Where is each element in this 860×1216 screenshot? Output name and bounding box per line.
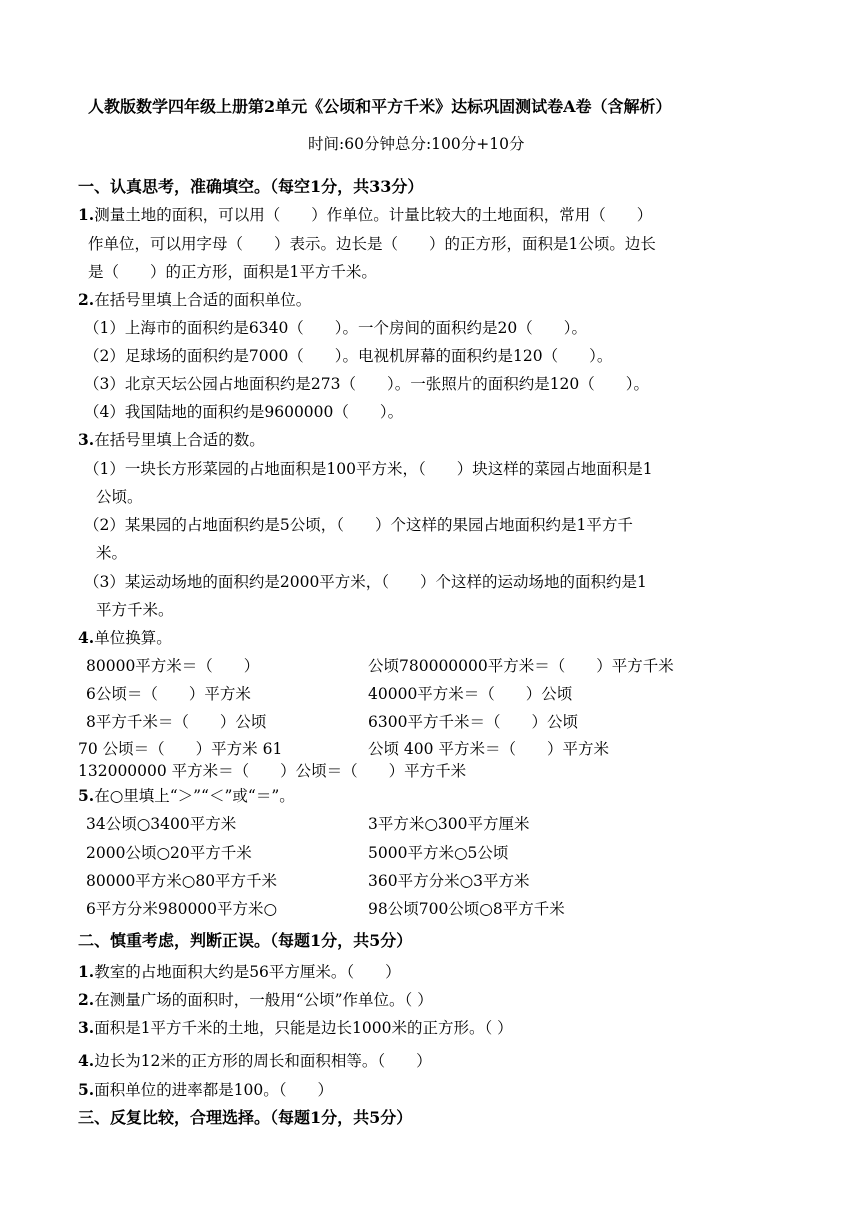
compare-item: 6平方分米980000平方米○ (86, 900, 278, 918)
compare-item: 3平方米○300平方厘米 (368, 815, 530, 833)
question-1-line-3: 是（ ）的正方形，面积是1平方千米。 (88, 263, 377, 281)
question-number: 5. (78, 1080, 95, 1099)
question-number: 1. (78, 962, 95, 981)
question-5 (78, 786, 295, 806)
doc-title: 人教版数学四年级上册第2单元《公顷和平方千米》达标巩固测试卷A卷（含解析） (88, 97, 672, 116)
judge-item-3 (78, 1018, 513, 1038)
question-number: 2. (78, 990, 95, 1009)
judge-item-5 (78, 1080, 333, 1100)
compare-item: 5000平方米○5公顷 (368, 844, 509, 862)
conversion-item: 80000平方米＝（ ） (86, 657, 260, 675)
question-number: 3. (78, 430, 95, 449)
compare-item: 98公顷700公顷○8平方千米 (368, 900, 565, 918)
question-text: 测量土地的面积，可以用（ ）作单位。计量比较大的土地面积，常用（ ） (94, 206, 653, 224)
question-2-item-2: （2）足球场的面积约是7000（ ）。电视机屏幕的面积约是120（ ）。 (84, 347, 613, 365)
question-text: 在测量广场的面积时，一般用“公顷”作单位。（ ） (94, 991, 433, 1009)
question-text: 面积是1平方千米的土地，只能是边长1000米的正方形。（ ） (94, 1019, 513, 1037)
question-text: 在○里填上“＞”“＜”或“＝”。 (94, 787, 295, 805)
question-number: 4. (78, 628, 95, 647)
judge-item-2 (78, 990, 433, 1010)
compare-item: 360平方分米○3平方米 (368, 872, 530, 890)
question-text: 在括号里填上合适的数。 (94, 431, 265, 449)
question-number: 1. (78, 205, 95, 224)
judge-item-1 (78, 962, 401, 982)
question-text: 单位换算。 (94, 629, 172, 647)
conversion-item: 8平方千米＝（ ）公顷 (86, 713, 267, 731)
question-text: 面积单位的进率都是100。（ ） (94, 1081, 334, 1099)
question-number: 4. (78, 1051, 95, 1070)
conversion-item: 132000000 平方米＝（ ）公顷＝（ ）平方千米 (78, 762, 467, 780)
compare-item: 80000平方米○80平方千米 (86, 872, 278, 890)
section-1-heading: 一、认真思考，准确填空。（每空1分，共33分） (78, 177, 424, 196)
question-text: 在括号里填上合适的面积单位。 (94, 291, 312, 309)
question-3-item-1: （1）一块长方形菜园的占地面积是100平方米，（ ）块这样的菜园占地面积是1 (84, 460, 653, 478)
conversion-item: 公顷 400 平方米＝（ ）平方米 (368, 740, 609, 758)
question-2-item-4: （4）我国陆地的面积约是9600000（ ）。 (84, 403, 404, 421)
compare-item: 2000公顷○20平方千米 (86, 844, 252, 862)
question-text: 边长为12米的正方形的周长和面积相等。（ ） (94, 1052, 432, 1070)
question-number: 2. (78, 290, 95, 309)
judge-item-4 (78, 1051, 432, 1071)
question-2-item-1: （1）上海市的面积约是6340（ ）。一个房间的面积约是20（ ）。 (84, 319, 588, 337)
conversion-item: 70 公顷＝（ ）平方米 61 (78, 740, 283, 758)
question-3-item-1-cont: 公顷。 (96, 488, 143, 506)
conversion-item: 6公顷＝（ ）平方米 (86, 685, 251, 703)
section-2-heading: 二、慎重考虑，判断正误。（每题1分，共5分） (78, 931, 413, 950)
question-4 (78, 628, 172, 648)
question-2-item-3: （3）北京天坛公园占地面积约是273（ ）。一张照片的面积约是120（ ）。 (84, 375, 650, 393)
question-1-line-2: 作单位，可以用字母（ ）表示。边长是（ ）的正方形，面积是1公顷。边长 (88, 235, 656, 253)
question-3-item-3-cont: 平方千米。 (96, 601, 174, 619)
compare-item: 34公顷○3400平方米 (86, 815, 237, 833)
question-text: 教室的占地面积大约是56平方厘米。（ ） (94, 963, 401, 981)
question-3 (78, 430, 265, 450)
conversion-item: 公顷780000000平方米＝（ ）平方千米 (368, 657, 674, 675)
section-3-heading: 三、反复比较，合理选择。（每题1分，共5分） (78, 1108, 413, 1127)
question-2 (78, 290, 311, 310)
question-number: 5. (78, 786, 95, 805)
question-1 (78, 205, 652, 225)
doc-subtitle: 时间:60分钟总分:100分+10分 (308, 135, 525, 153)
conversion-item: 40000平方米＝（ ）公顷 (368, 685, 573, 703)
question-3-item-3: （3）某运动场地的面积约是2000平方米，（ ）个这样的运动场地的面积约是1 (84, 573, 647, 591)
question-number: 3. (78, 1018, 95, 1037)
question-3-item-2: （2）某果园的占地面积约是5公顷，（ ）个这样的果园占地面积约是1平方千 (84, 516, 633, 534)
question-3-item-2-cont: 米。 (96, 544, 128, 562)
conversion-item: 6300平方千米＝（ ）公顷 (368, 713, 578, 731)
